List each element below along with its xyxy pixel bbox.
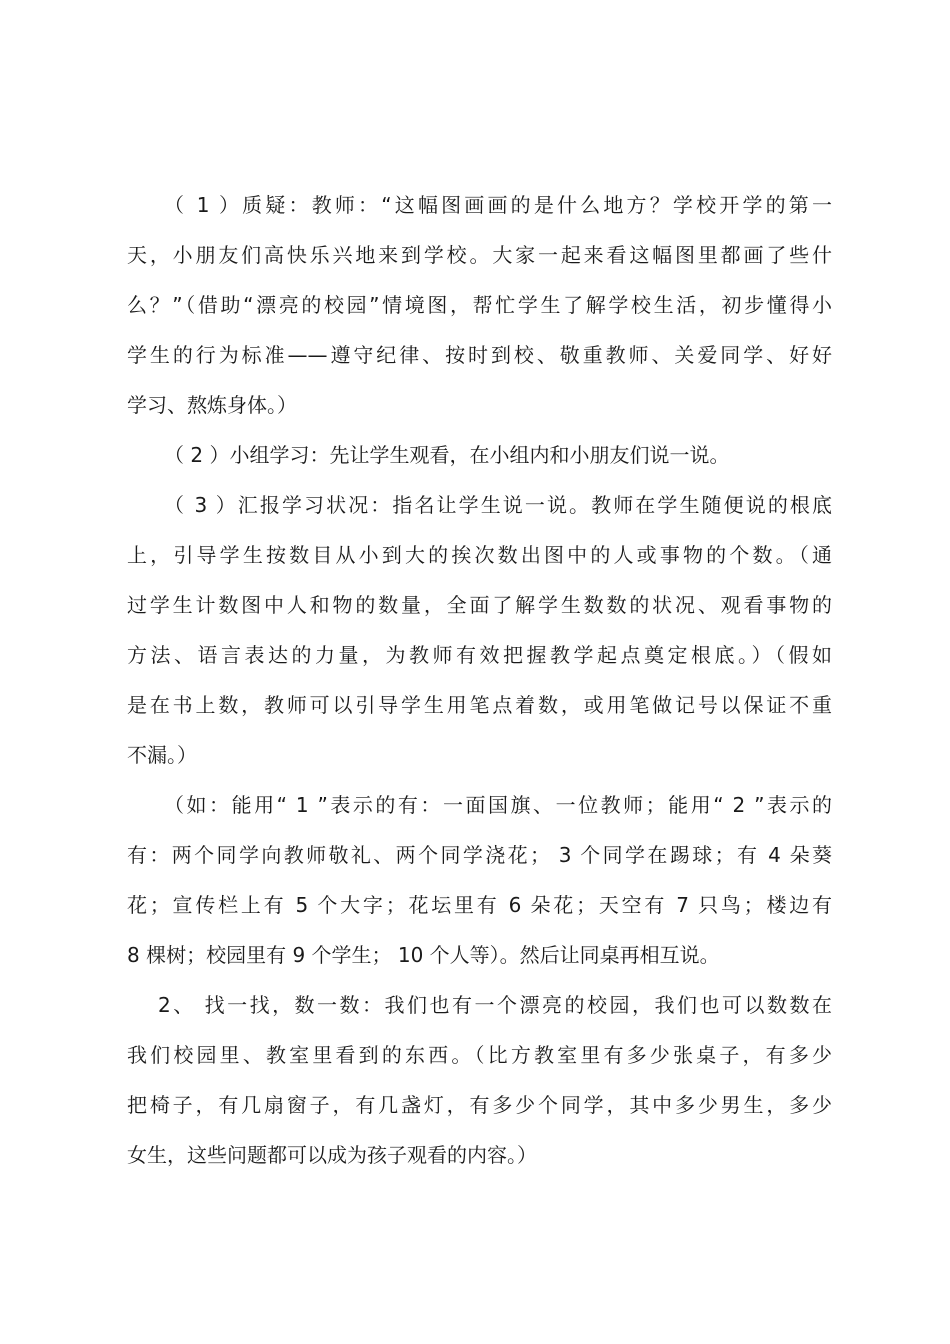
paragraph-line: （如：能用“ 1 ”表示的有：一面国旗、一位教师；能用“ 2 ”表示的 xyxy=(164,793,832,817)
paragraph-line: 花；宣传栏上有 5 个大字；花坛里有 6 朵花；天空有 7 只鸟；楼边有 xyxy=(127,893,832,917)
paragraph-line: 有：两个同学向教师敬礼、两个同学浇花； 3 个同学在踢球；有 4 朵葵 xyxy=(127,843,832,867)
paragraph-line: 女生，这些问题都可以成为孩子观看的内容。） xyxy=(127,1143,537,1167)
paragraph-line: 上，引导学生按数目从小到大的挨次数出图中的人或事物的个数。（通 xyxy=(127,543,832,567)
paragraph-line: 2、 找一找，数一数：我们也有一个漂亮的校园，我们也可以数数在 xyxy=(158,993,832,1017)
paragraph-line: （ 3 ）汇报学习状况：指名让学生说一说。教师在学生随便说的根底 xyxy=(164,493,832,517)
paragraph-line: 学习、熬炼身体。） xyxy=(127,393,297,417)
paragraph-line: 8 棵树；校园里有 9 个学生； 10 个人等）。然后让同桌再相互说。 xyxy=(127,943,720,967)
paragraph-line: （ 1 ）质疑：教师：“这幅图画画的是什么地方？学校开学的第一 xyxy=(164,193,832,217)
paragraph-line: 过学生计数图中人和物的数量，全面了解学生数数的状况、观看事物的 xyxy=(127,593,832,617)
paragraph-line: 方法、语言表达的力量，为教师有效把握教学起点奠定根底。）（假如 xyxy=(127,643,832,667)
paragraph-line: （ 2 ）小组学习：先让学生观看，在小组内和小朋友们说一说。 xyxy=(164,443,730,467)
paragraph-line: 么？”（借助“漂亮的校园”情境图，帮忙学生了解学校生活，初步懂得小 xyxy=(127,293,832,317)
paragraph-line: 学生的行为标准——遵守纪律、按时到校、敬重教师、关爱同学、好好 xyxy=(127,343,832,367)
paragraph-line: 我们校园里、教室里看到的东西。（比方教室里有多少张桌子，有多少 xyxy=(127,1043,832,1067)
paragraph-line: 把椅子，有几扇窗子，有几盏灯，有多少个同学，其中多少男生，多少 xyxy=(127,1093,832,1117)
paragraph-line: 天，小朋友们高快乐兴地来到学校。大家一起来看这幅图里都画了些什 xyxy=(127,243,832,267)
paragraph-line: 是在书上数，教师可以引导学生用笔点着数，或用笔做记号以保证不重 xyxy=(127,693,832,717)
paragraph-line: 不漏。） xyxy=(127,743,197,767)
